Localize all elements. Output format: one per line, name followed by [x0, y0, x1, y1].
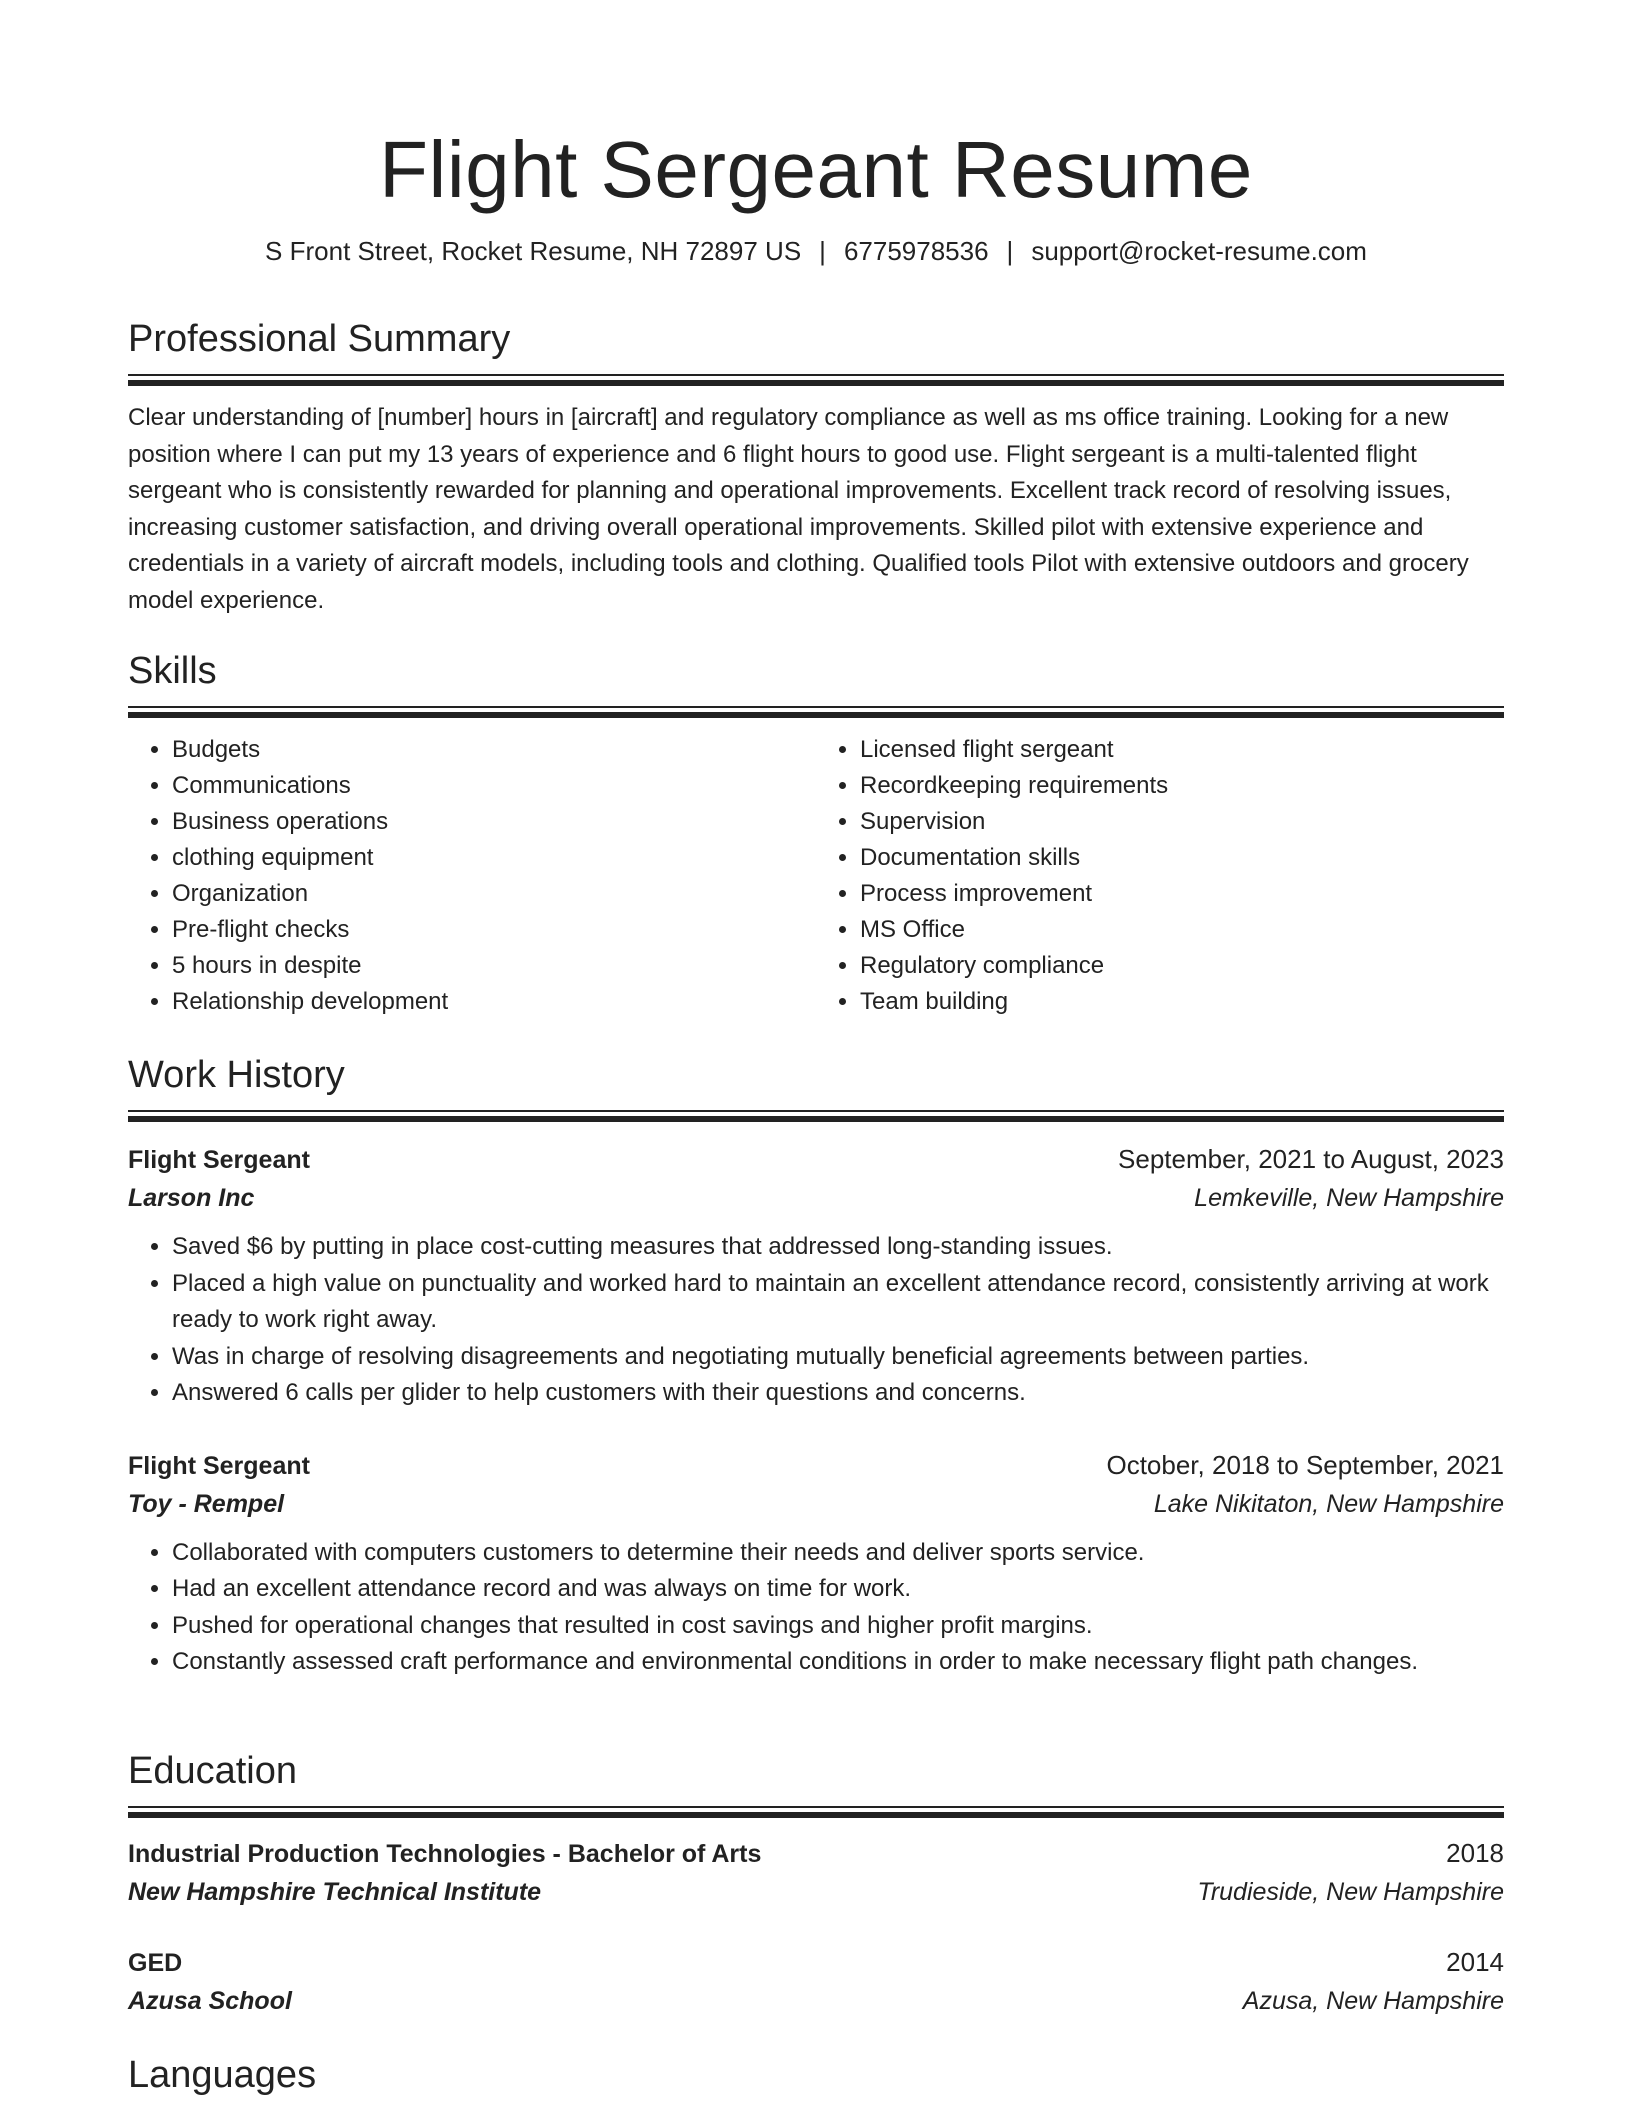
resume-page	[128, 0, 1504, 2096]
skill-item: • Team building	[860, 984, 1504, 1020]
contact-email: support@rocket-resume.com	[1031, 236, 1367, 266]
summary-heading: Professional Summary	[128, 318, 511, 360]
work-history-heading: Work History	[128, 1054, 345, 1096]
skill-item: • MS Office	[860, 912, 1504, 948]
job-bullet: • Had an excellent attendance record and was always on time for work.	[172, 1571, 1504, 1608]
languages-heading: Languages	[128, 2054, 317, 2096]
job-bullet: • Saved $6 by putting in place cost-cutting measures that addressed long-standing issues.	[172, 1229, 1504, 1266]
job-location: Lemkeville, New Hampshire	[1194, 1184, 1504, 1212]
job-bullet: • Constantly assessed craft performance and environmental conditions in order to make necessary flight path changes.	[172, 1644, 1504, 1681]
contact-line	[128, 234, 1504, 268]
education-degree: GED	[128, 1949, 183, 1977]
section-divider	[128, 706, 1504, 718]
contact-phone: 6775978536	[843, 236, 989, 266]
education-school: Azusa School	[128, 1987, 292, 2015]
education-section	[128, 1748, 1504, 2020]
job-bullet: • Pushed for operational changes that resulted in cost savings and higher profit margins.	[172, 1608, 1504, 1645]
work-history-section	[128, 1052, 1504, 1681]
job-bullet: • Was in charge of resolving disagreements and negotiating mutually beneficial agreements between parties.	[172, 1339, 1504, 1376]
education-location: Azusa, New Hampshire	[1242, 1987, 1504, 2015]
languages-section	[128, 2052, 1504, 2098]
contact-separator: |	[819, 236, 826, 266]
skill-item: • Licensed flight sergeant	[860, 732, 1504, 768]
job-title: Flight Sergeant	[128, 1451, 310, 1480]
job-bullet: • Collaborated with computers customers to determine their needs and deliver sports service.	[172, 1535, 1504, 1572]
job-bullet: • Answered 6 calls per glider to help customers with their questions and concerns.	[172, 1375, 1504, 1412]
skill-item: • Regulatory compliance	[860, 948, 1504, 984]
job-location: Lake Nikitaton, New Hampshire	[1153, 1489, 1504, 1518]
education-degree: Industrial Production Technologies - Bachelor of Arts	[128, 1840, 762, 1868]
education-entry	[128, 1943, 1504, 2020]
job-bullets	[128, 1535, 1504, 1681]
skill-item: • Supervision	[860, 804, 1504, 840]
job-title: Flight Sergeant	[128, 1146, 310, 1174]
skill-item: • Business operations	[172, 804, 816, 840]
section-divider	[128, 374, 1504, 386]
skills-heading: Skills	[128, 650, 217, 692]
skill-item: • Communications	[172, 768, 816, 804]
education-year: 2014	[1446, 1947, 1504, 1977]
skills-columns	[128, 732, 1504, 1020]
job-dates: September, 2021 to August, 2023	[1118, 1144, 1504, 1174]
skill-item: • Organization	[172, 876, 816, 912]
skill-item: • Documentation skills	[860, 840, 1504, 876]
section-divider	[128, 1110, 1504, 1122]
skill-item: • Budgets	[172, 732, 816, 768]
education-entry	[128, 1834, 1504, 1911]
job-employer: Larson Inc	[128, 1184, 255, 1212]
education-year: 2018	[1446, 1838, 1504, 1868]
summary-section	[128, 316, 1504, 619]
skills-list-left	[128, 732, 816, 1020]
skill-item: • Process improvement	[860, 876, 1504, 912]
job-entry	[128, 1446, 1504, 1681]
job-employer: Toy - Rempel	[128, 1489, 285, 1518]
education-heading: Education	[128, 1750, 298, 1792]
skills-section	[128, 648, 1504, 1020]
skills-list-right	[816, 732, 1504, 1020]
contact-separator: |	[1006, 236, 1014, 266]
job-dates: October, 2018 to September, 2021	[1106, 1449, 1504, 1480]
job-bullets	[128, 1229, 1504, 1412]
skill-item: • clothing equipment	[172, 840, 816, 876]
education-school: New Hampshire Technical Institute	[128, 1878, 542, 1906]
skill-item: • Relationship development	[172, 984, 816, 1020]
summary-text: Clear understanding of [number] hours in [aircraft] and regulatory compliance as well as ms office training. Looking for a new position where I can put my 13 years of experience and 6 flight hours to good use. Flight sergeant is a multi-talented flight sergeant who is consistently rewarded for planning and operational improvements. Excellent track record of resolving issues, increasing customer satisfaction, and driving overall operational improvements. Skilled pilot with extensive experience and credentials in a variety of aircraft models, including tools and clothing. Qualified tools Pilot with extensive outdoors and grocery model experience.	[128, 404, 1469, 614]
skill-item: • Pre-flight checks	[172, 912, 816, 948]
education-location: Trudieside, New Hampshire	[1197, 1878, 1504, 1906]
job-bullet: • Placed a high value on punctuality and worked hard to maintain an excellent attendance record, consistently arriving at work ready to work right away.	[172, 1266, 1504, 1339]
contact-address: S Front Street, Rocket Resume, NH 72897 US	[265, 236, 802, 266]
skill-item: • Recordkeeping requirements	[860, 768, 1504, 804]
section-divider	[128, 1806, 1504, 1818]
resume-title: Flight Sergeant Resume	[379, 125, 1253, 214]
job-entry	[128, 1140, 1504, 1412]
skill-item: • 5 hours in despite	[172, 948, 816, 984]
